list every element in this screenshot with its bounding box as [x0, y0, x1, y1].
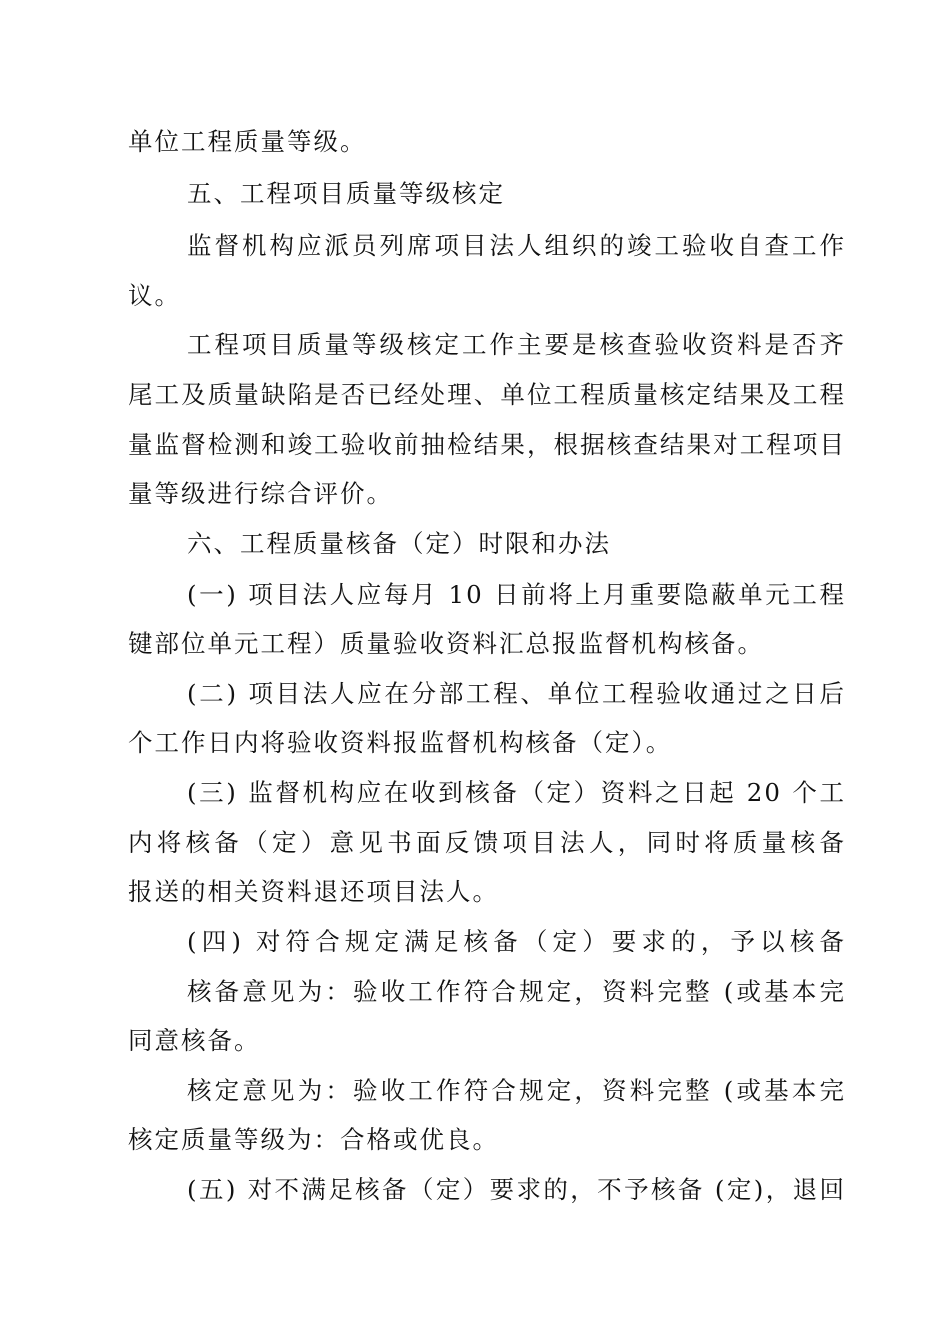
section-heading: 五、工程项目质量等级核定: [187, 179, 505, 208]
paragraph-line: 议。: [128, 281, 181, 310]
paragraph-line: 核备意见为：验收工作符合规定，资料完整 (或基本完: [187, 977, 846, 1006]
paragraph-line: 监督机构应派员列席项目法人组织的竣工验收自查工作: [187, 231, 846, 260]
paragraph-line: 工程项目质量等级核定工作主要是核查验收资料是否齐: [187, 330, 846, 359]
paragraph-line: (一) 项目法人应每月 10 日前将上月重要隐蔽单元工程: [187, 580, 846, 609]
paragraph-line: (四) 对符合规定满足核备（定）要求的，予以核备: [187, 927, 846, 956]
paragraph-line: 个工作日内将验收资料报监督机构核备（定）。: [128, 728, 673, 757]
paragraph-line: 核定质量等级为：合格或优良。: [128, 1125, 499, 1154]
paragraph-line: (五) 对不满足核备（定）要求的，不予核备 (定)，退回: [187, 1175, 846, 1204]
paragraph-line: 键部位单元工程）质量验收资料汇总报监督机构核备。: [128, 629, 764, 658]
paragraph-line: 内将核备（定）意见书面反馈项目法人，同时将质量核备: [128, 828, 846, 857]
paragraph-line: 量等级进行综合评价。: [128, 479, 393, 508]
paragraph-line: 核定意见为：验收工作符合规定，资料完整 (或基本完: [187, 1076, 846, 1105]
paragraph-line: 报送的相关资料退还项目法人。: [128, 877, 499, 906]
paragraph-line: 单位工程质量等级。: [128, 127, 367, 156]
paragraph-line: (二) 项目法人应在分部工程、单位工程验收通过之日后: [187, 679, 846, 708]
paragraph-line: (三) 监督机构应在收到核备（定）资料之日起 20 个工: [187, 778, 846, 807]
paragraph-line: 同意核备。: [128, 1026, 261, 1055]
paragraph-line: 量监督检测和竣工验收前抽检结果，根据核查结果对工程项目: [128, 430, 846, 459]
paragraph-line: 尾工及质量缺陷是否已经处理、单位工程质量核定结果及工程: [128, 380, 846, 409]
section-heading: 六、工程质量核备（定）时限和办法: [187, 529, 611, 558]
